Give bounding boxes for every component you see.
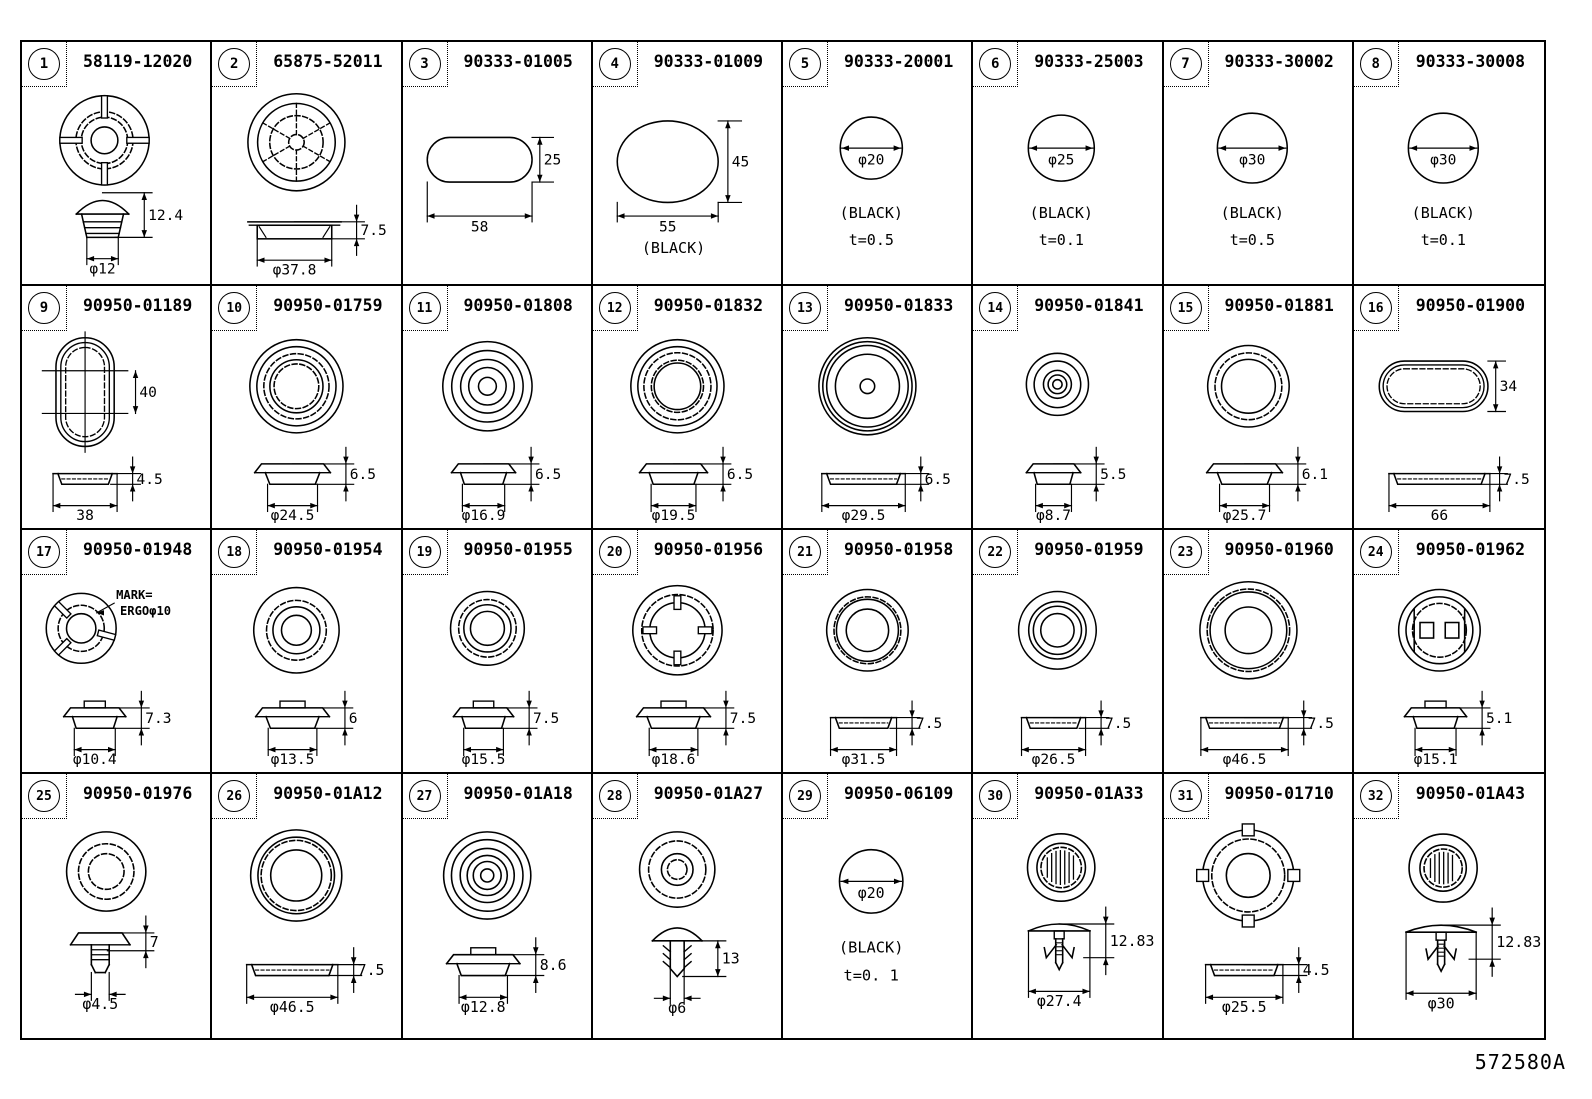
part-cell bbox=[593, 42, 783, 286]
svg-text:7.3: 7.3 bbox=[145, 709, 172, 727]
svg-text:6.1: 6.1 bbox=[1301, 465, 1328, 483]
part-drawing bbox=[594, 574, 780, 770]
part-index-badge bbox=[973, 286, 1018, 331]
svg-text:φ25.5: φ25.5 bbox=[1221, 998, 1267, 1017]
part-number: 90950-01948 bbox=[82, 540, 193, 559]
svg-text:7.5: 7.5 bbox=[1307, 714, 1334, 732]
svg-text:8.6: 8.6 bbox=[539, 956, 567, 975]
part-index-number: 15 bbox=[1170, 292, 1202, 324]
svg-text:7.5: 7.5 bbox=[1105, 714, 1132, 732]
part-number: 90950-01956 bbox=[653, 540, 764, 559]
svg-text:MARK=: MARK= bbox=[116, 588, 153, 603]
part-index-badge bbox=[1164, 530, 1209, 575]
part-index-number: 8 bbox=[1360, 48, 1392, 80]
part-index-number: 26 bbox=[218, 780, 250, 812]
part-index-badge bbox=[1164, 42, 1209, 87]
part-index-number: 11 bbox=[409, 292, 441, 324]
part-cell bbox=[1354, 286, 1544, 530]
svg-text:φ18.6: φ18.6 bbox=[651, 751, 696, 769]
part-cell bbox=[1164, 42, 1354, 286]
svg-text:12.83: 12.83 bbox=[1495, 933, 1542, 952]
part-index-number: 14 bbox=[979, 292, 1011, 324]
part-index-badge bbox=[973, 774, 1018, 819]
part-number: 90950-01710 bbox=[1224, 784, 1334, 803]
part-cell bbox=[783, 530, 973, 774]
part-drawing bbox=[213, 86, 399, 282]
svg-text:7.5: 7.5 bbox=[729, 709, 756, 727]
part-cell bbox=[1354, 774, 1544, 1038]
part-drawing bbox=[23, 818, 209, 1036]
part-number: 90950-06109 bbox=[843, 784, 954, 803]
part-index-badge bbox=[22, 774, 67, 819]
part-number: 90950-01833 bbox=[843, 296, 954, 315]
svg-text:φ20: φ20 bbox=[857, 884, 885, 903]
part-cell bbox=[783, 286, 973, 530]
part-number: 90950-01832 bbox=[653, 296, 764, 315]
part-cell bbox=[22, 530, 212, 774]
svg-text:5.1: 5.1 bbox=[1485, 709, 1513, 727]
part-index-number: 31 bbox=[1170, 780, 1202, 812]
svg-text:φ46.5: φ46.5 bbox=[1222, 751, 1266, 769]
svg-text:45: 45 bbox=[731, 153, 750, 171]
part-index-number: 25 bbox=[28, 780, 60, 812]
part-number: 90950-01A33 bbox=[1034, 784, 1144, 803]
part-index-badge bbox=[973, 530, 1018, 575]
part-number: 65875-52011 bbox=[273, 52, 383, 71]
part-drawing bbox=[594, 86, 780, 282]
svg-text:φ19.5: φ19.5 bbox=[651, 507, 696, 525]
part-index-badge bbox=[403, 774, 448, 819]
svg-text:φ4.5: φ4.5 bbox=[82, 995, 119, 1014]
part-index-number: 30 bbox=[979, 780, 1011, 812]
part-cell bbox=[593, 530, 783, 774]
part-cell bbox=[1164, 774, 1354, 1038]
part-drawing bbox=[1355, 330, 1543, 526]
part-index-number: 27 bbox=[409, 780, 441, 812]
svg-text:(BLACK): (BLACK) bbox=[838, 938, 904, 957]
svg-text:φ10.4: φ10.4 bbox=[72, 751, 117, 769]
part-index-number: 1 bbox=[28, 48, 60, 80]
svg-text:φ31.5: φ31.5 bbox=[841, 751, 886, 769]
part-index-number: 16 bbox=[1360, 292, 1392, 324]
part-index-badge bbox=[593, 530, 638, 575]
part-index-badge bbox=[783, 774, 828, 819]
part-index-number: 9 bbox=[28, 292, 60, 324]
svg-text:φ12: φ12 bbox=[89, 260, 116, 278]
svg-text:25: 25 bbox=[543, 151, 561, 169]
part-cell bbox=[593, 774, 783, 1038]
svg-text:φ37.8: φ37.8 bbox=[272, 261, 317, 279]
part-index-badge bbox=[1354, 530, 1399, 575]
svg-text:7.5: 7.5 bbox=[360, 222, 387, 240]
svg-text:40: 40 bbox=[139, 383, 157, 401]
part-drawing bbox=[213, 330, 399, 526]
part-drawing bbox=[594, 818, 780, 1036]
part-number: 90333-20001 bbox=[843, 52, 954, 71]
part-index-badge bbox=[1164, 774, 1209, 819]
part-number: 90333-01005 bbox=[463, 52, 573, 71]
part-cell bbox=[973, 286, 1163, 530]
svg-text:φ24.5: φ24.5 bbox=[270, 507, 315, 525]
part-drawing bbox=[784, 330, 970, 526]
part-index-number: 20 bbox=[599, 536, 631, 568]
part-number: 90333-30008 bbox=[1415, 52, 1526, 71]
svg-text:13: 13 bbox=[721, 949, 740, 968]
svg-text:(BLACK): (BLACK) bbox=[1220, 203, 1284, 222]
part-number: 90333-25003 bbox=[1034, 52, 1144, 71]
part-cell bbox=[1164, 286, 1354, 530]
svg-text:φ15.5: φ15.5 bbox=[461, 751, 505, 769]
part-index-badge bbox=[212, 42, 257, 87]
part-drawing bbox=[974, 574, 1160, 770]
part-number: 90950-01189 bbox=[82, 296, 193, 315]
part-drawing bbox=[404, 86, 590, 282]
part-index-number: 5 bbox=[789, 48, 821, 80]
part-cell bbox=[403, 530, 593, 774]
part-cell bbox=[22, 42, 212, 286]
part-cell bbox=[212, 286, 402, 530]
part-index-badge bbox=[1164, 286, 1209, 331]
part-index-number: 7 bbox=[1170, 48, 1202, 80]
part-index-badge bbox=[212, 774, 257, 819]
part-index-badge bbox=[1354, 774, 1399, 819]
part-drawing bbox=[1355, 818, 1543, 1036]
svg-text:6.5: 6.5 bbox=[924, 470, 951, 488]
svg-text:t=0.5: t=0.5 bbox=[848, 231, 894, 250]
part-index-number: 6 bbox=[979, 48, 1011, 80]
svg-text:t=0.5: t=0.5 bbox=[1229, 231, 1275, 250]
part-cell bbox=[783, 42, 973, 286]
svg-text:φ25: φ25 bbox=[1048, 151, 1075, 169]
part-index-number: 21 bbox=[789, 536, 821, 568]
part-index-number: 4 bbox=[599, 48, 631, 80]
part-index-number: 32 bbox=[1360, 780, 1392, 812]
part-index-badge bbox=[1354, 42, 1399, 87]
parts-grid bbox=[20, 40, 1546, 1040]
svg-text:φ26.5: φ26.5 bbox=[1031, 751, 1076, 769]
part-drawing bbox=[974, 86, 1160, 282]
part-drawing bbox=[784, 86, 970, 282]
part-number: 90950-01A18 bbox=[463, 784, 573, 803]
svg-text:φ12.8: φ12.8 bbox=[460, 998, 506, 1017]
svg-text:(BLACK): (BLACK) bbox=[1411, 203, 1475, 222]
part-cell bbox=[403, 286, 593, 530]
part-number: 90950-01808 bbox=[463, 296, 573, 315]
svg-text:7.5: 7.5 bbox=[357, 961, 385, 980]
part-index-badge bbox=[783, 286, 828, 331]
part-cell bbox=[1354, 42, 1544, 286]
part-cell bbox=[593, 286, 783, 530]
part-drawing bbox=[1165, 86, 1351, 282]
part-cell bbox=[403, 42, 593, 286]
svg-text:(BLACK): (BLACK) bbox=[641, 238, 705, 257]
part-drawing bbox=[1165, 574, 1351, 770]
part-number: 90950-01759 bbox=[273, 296, 383, 315]
part-number: 90950-01900 bbox=[1415, 296, 1526, 315]
svg-text:φ30: φ30 bbox=[1429, 151, 1457, 169]
part-cell bbox=[22, 774, 212, 1038]
part-number: 90950-01A43 bbox=[1415, 784, 1526, 803]
part-drawing bbox=[1355, 86, 1543, 282]
part-cell bbox=[973, 530, 1163, 774]
part-number: 58119-12020 bbox=[82, 52, 193, 71]
part-drawing bbox=[404, 574, 590, 770]
svg-text:φ30: φ30 bbox=[1427, 994, 1455, 1013]
svg-text:7.5: 7.5 bbox=[915, 714, 943, 732]
part-index-badge bbox=[593, 774, 638, 819]
part-index-badge bbox=[403, 42, 448, 87]
part-index-number: 17 bbox=[28, 536, 60, 568]
part-drawing bbox=[594, 330, 780, 526]
part-cell bbox=[973, 774, 1163, 1038]
svg-text:φ27.4: φ27.4 bbox=[1037, 992, 1082, 1011]
part-index-badge bbox=[973, 42, 1018, 87]
drawing-code: 572580A bbox=[1474, 1050, 1566, 1074]
svg-text:(BLACK): (BLACK) bbox=[1029, 203, 1094, 222]
part-index-badge bbox=[593, 42, 638, 87]
svg-text:φ46.5: φ46.5 bbox=[270, 998, 315, 1017]
part-index-number: 12 bbox=[599, 292, 631, 324]
part-drawing bbox=[23, 574, 209, 770]
part-number: 90950-01959 bbox=[1034, 540, 1144, 559]
part-index-number: 13 bbox=[789, 292, 821, 324]
part-number: 90950-01955 bbox=[463, 540, 573, 559]
part-cell bbox=[212, 530, 402, 774]
svg-text:(BLACK): (BLACK) bbox=[839, 203, 903, 222]
svg-text:5.5: 5.5 bbox=[1100, 465, 1127, 483]
svg-text:φ20: φ20 bbox=[858, 151, 885, 169]
part-number: 90950-01841 bbox=[1034, 296, 1144, 315]
svg-text:38: 38 bbox=[76, 507, 94, 525]
part-index-number: 19 bbox=[409, 536, 441, 568]
part-index-number: 28 bbox=[599, 780, 631, 812]
part-index-badge bbox=[783, 530, 828, 575]
part-number: 90950-01962 bbox=[1415, 540, 1526, 559]
svg-text:4.5: 4.5 bbox=[136, 470, 163, 488]
part-number: 90950-01954 bbox=[273, 540, 383, 559]
part-cell bbox=[1164, 530, 1354, 774]
part-cell bbox=[973, 42, 1163, 286]
part-index-badge bbox=[403, 530, 448, 575]
part-index-number: 10 bbox=[218, 292, 250, 324]
svg-text:t=0.1: t=0.1 bbox=[1038, 231, 1085, 250]
part-index-number: 22 bbox=[979, 536, 1011, 568]
svg-text:ERGOφ10: ERGOφ10 bbox=[120, 603, 172, 618]
part-cell bbox=[22, 286, 212, 530]
svg-text:φ29.5: φ29.5 bbox=[841, 507, 886, 525]
svg-text:12.4: 12.4 bbox=[148, 206, 184, 224]
part-drawing bbox=[784, 818, 970, 1036]
part-index-badge bbox=[593, 286, 638, 331]
svg-text:φ16.9: φ16.9 bbox=[461, 507, 505, 525]
part-drawing bbox=[974, 330, 1160, 526]
svg-text:7: 7 bbox=[149, 932, 159, 951]
svg-text:φ13.5: φ13.5 bbox=[270, 751, 315, 769]
part-drawing bbox=[213, 574, 399, 770]
part-cell bbox=[403, 774, 593, 1038]
part-drawing bbox=[404, 818, 590, 1036]
part-index-badge bbox=[22, 530, 67, 575]
part-drawing bbox=[23, 330, 209, 526]
svg-text:t=0.1: t=0.1 bbox=[1420, 231, 1466, 250]
svg-text:φ15.1: φ15.1 bbox=[1413, 751, 1458, 769]
part-number: 90333-01009 bbox=[653, 52, 764, 71]
part-cell bbox=[212, 774, 402, 1038]
part-index-badge bbox=[212, 530, 257, 575]
part-index-badge bbox=[403, 286, 448, 331]
svg-text:φ25.7: φ25.7 bbox=[1222, 507, 1266, 525]
svg-text:12.83: 12.83 bbox=[1109, 931, 1155, 950]
svg-text:7.5: 7.5 bbox=[532, 709, 559, 727]
part-drawing bbox=[1355, 574, 1543, 770]
part-drawing bbox=[1165, 818, 1351, 1036]
part-number: 90950-01A27 bbox=[653, 784, 764, 803]
part-number: 90950-01960 bbox=[1224, 540, 1334, 559]
part-drawing bbox=[974, 818, 1160, 1036]
svg-text:55: 55 bbox=[658, 218, 677, 236]
part-index-number: 24 bbox=[1360, 536, 1392, 568]
part-index-number: 23 bbox=[1170, 536, 1202, 568]
svg-text:6.5: 6.5 bbox=[534, 465, 561, 483]
part-index-badge bbox=[212, 286, 257, 331]
part-cell bbox=[212, 42, 402, 286]
part-index-number: 29 bbox=[789, 780, 821, 812]
svg-text:φ30: φ30 bbox=[1238, 151, 1265, 169]
part-drawing bbox=[404, 330, 590, 526]
svg-text:66: 66 bbox=[1430, 507, 1448, 525]
part-index-number: 3 bbox=[409, 48, 441, 80]
part-number: 90950-01958 bbox=[843, 540, 954, 559]
svg-text:6: 6 bbox=[349, 709, 358, 727]
part-index-badge bbox=[1354, 286, 1399, 331]
part-number: 90950-01881 bbox=[1224, 296, 1334, 315]
part-index-number: 2 bbox=[218, 48, 250, 80]
part-drawing bbox=[1165, 330, 1351, 526]
part-cell bbox=[1354, 530, 1544, 774]
part-index-badge bbox=[783, 42, 828, 87]
part-cell bbox=[783, 774, 973, 1038]
svg-text:58: 58 bbox=[470, 218, 488, 236]
part-index-number: 18 bbox=[218, 536, 250, 568]
svg-text:34: 34 bbox=[1499, 378, 1517, 396]
part-index-badge bbox=[22, 42, 67, 87]
svg-text:7.5: 7.5 bbox=[1503, 470, 1530, 488]
svg-text:4.5: 4.5 bbox=[1302, 961, 1330, 980]
svg-text:φ8.7: φ8.7 bbox=[1036, 507, 1072, 525]
svg-text:t=0. 1: t=0. 1 bbox=[843, 966, 899, 985]
part-number: 90950-01976 bbox=[82, 784, 193, 803]
part-index-badge bbox=[22, 286, 67, 331]
svg-text:6.5: 6.5 bbox=[726, 465, 753, 483]
svg-text:6.5: 6.5 bbox=[350, 465, 377, 483]
part-drawing bbox=[23, 86, 209, 282]
part-drawing bbox=[784, 574, 970, 770]
svg-text:φ6: φ6 bbox=[668, 999, 686, 1018]
part-number: 90333-30002 bbox=[1224, 52, 1334, 71]
part-drawing bbox=[213, 818, 399, 1036]
part-number: 90950-01A12 bbox=[273, 784, 383, 803]
